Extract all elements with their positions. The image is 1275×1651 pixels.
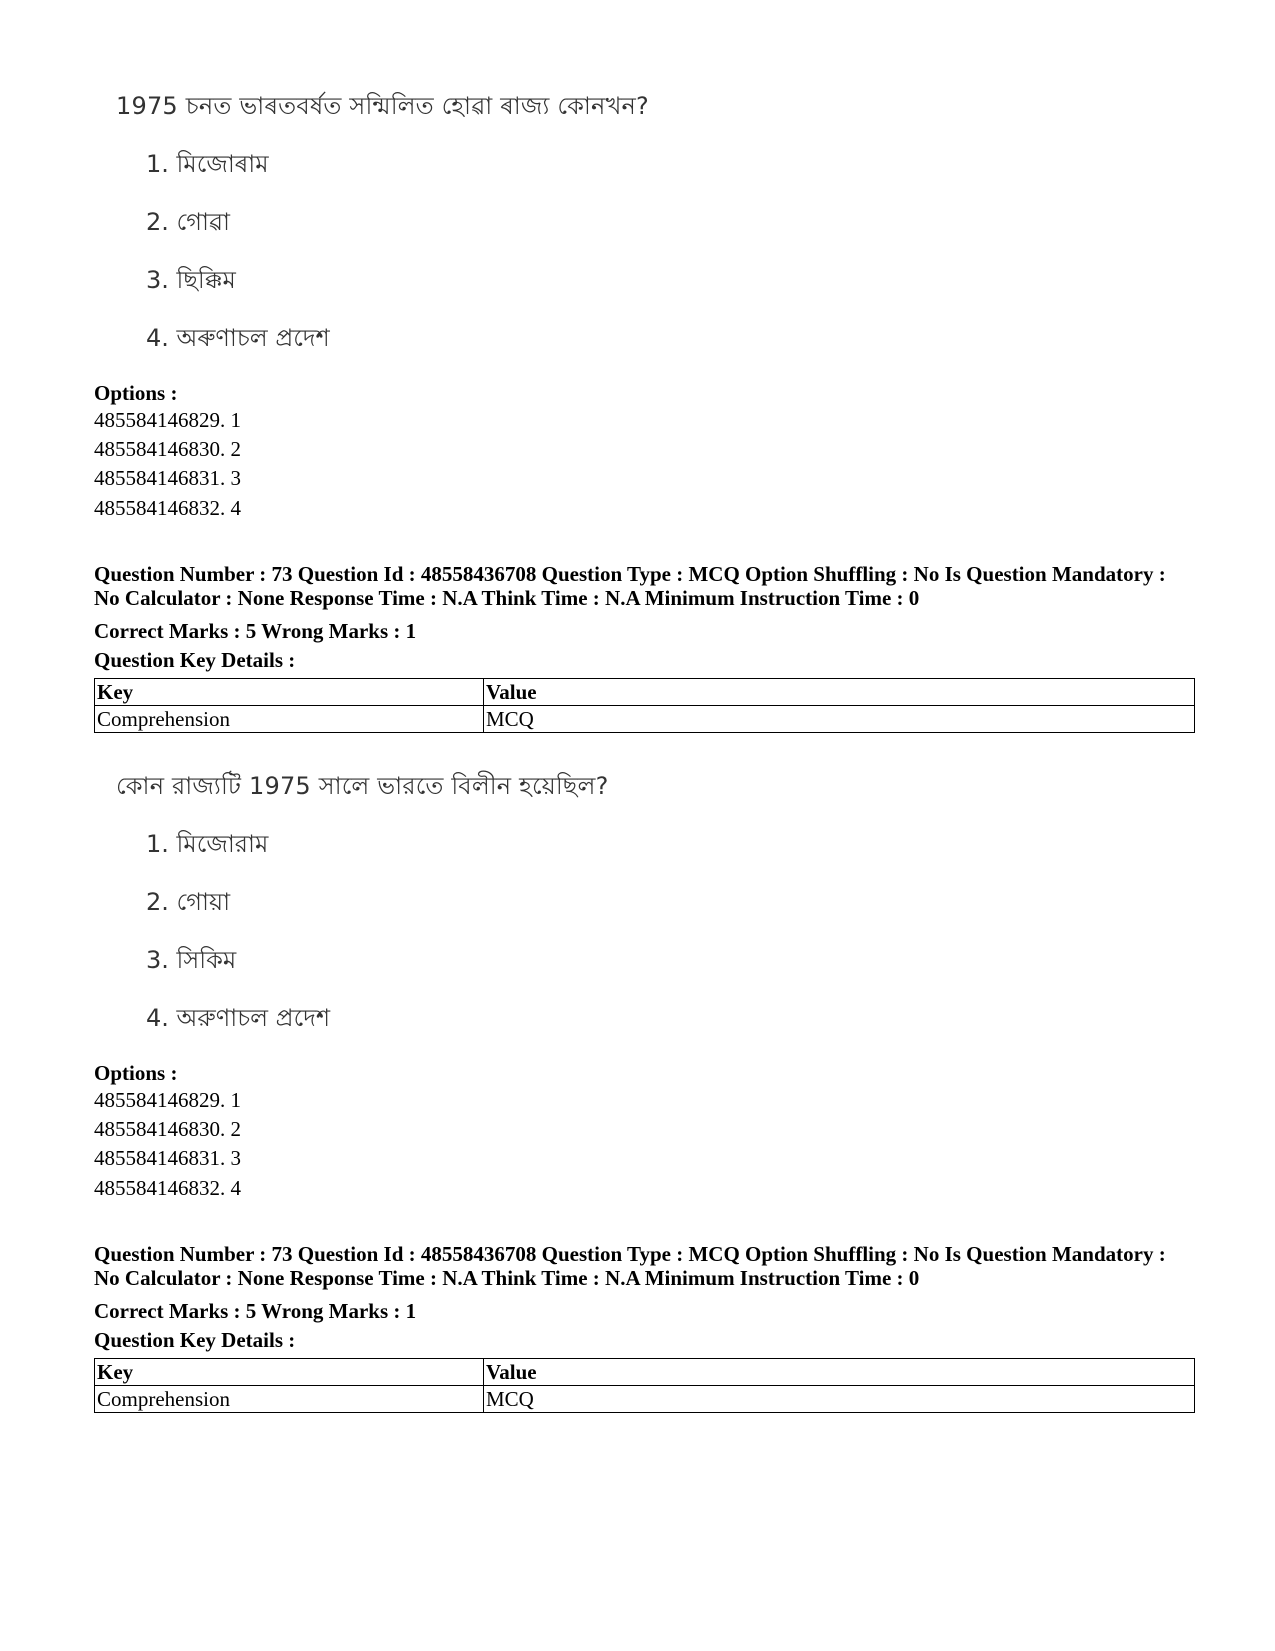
question-meta [94, 562, 1214, 610]
table-cell-key: Comprehension [95, 706, 484, 733]
choice-3: 3. সিকিম [146, 946, 237, 974]
table-header-value: Value [484, 1359, 1195, 1386]
question-meta [94, 1242, 1214, 1290]
choice-1: 1. মিজোৰাম [146, 150, 269, 178]
option-id-3: 485584146831. 3 [94, 466, 241, 490]
table-row [95, 706, 1195, 733]
question-meta-line-1: Question Number : 73 Question Id : 48558436708 Question Type : MCQ Option Shuffling : No Is Question Mandatory : [94, 562, 1166, 586]
marks-line: Correct Marks : 5 Wrong Marks : 1 [94, 619, 417, 643]
question-meta-line-2: No Calculator : None Response Time : N.A Think Time : N.A Minimum Instruction Time : 0 [94, 586, 920, 610]
question-meta-line-2: No Calculator : None Response Time : N.A Think Time : N.A Minimum Instruction Time : 0 [94, 1266, 920, 1290]
choice-4: 4. অৰুণাচল প্ৰদেশ [146, 324, 330, 352]
table-cell-key: Comprehension [95, 1386, 484, 1413]
choice-4: 4. অরুণাচল প্রদেশ [146, 1004, 331, 1032]
question-meta-line-1: Question Number : 73 Question Id : 48558436708 Question Type : MCQ Option Shuffling : No Is Question Mandatory : [94, 1242, 1166, 1266]
options-label: Options : [94, 1061, 178, 1085]
table-row [95, 1386, 1195, 1413]
option-id-1: 485584146829. 1 [94, 1088, 241, 1112]
option-id-2: 485584146830. 2 [94, 1117, 241, 1141]
key-details-label: Question Key Details : [94, 1328, 296, 1352]
options-label: Options : [94, 381, 178, 405]
question-text: 1975 চনত ভাৰতবৰ্ষত সন্মিলিত হোৱা ৰাজ্য কোনখন? [116, 92, 649, 120]
key-details-table [94, 678, 1195, 733]
key-details-label: Question Key Details : [94, 648, 296, 672]
option-id-1: 485584146829. 1 [94, 408, 241, 432]
option-id-3: 485584146831. 3 [94, 1146, 241, 1170]
marks-line: Correct Marks : 5 Wrong Marks : 1 [94, 1299, 417, 1323]
option-id-2: 485584146830. 2 [94, 437, 241, 461]
choice-1: 1. মিজোরাম [146, 830, 269, 858]
table-header-key: Key [95, 679, 484, 706]
question-text: কোন রাজ্যটি 1975 সালে ভারতে বিলীন হয়েছিল? [116, 772, 609, 800]
choice-3: 3. ছিক্কিম [146, 266, 236, 294]
option-id-4: 485584146832. 4 [94, 496, 241, 520]
table-cell-value: MCQ [484, 1386, 1195, 1413]
choice-2: 2. গোৱা [146, 208, 230, 236]
key-details-table [94, 1358, 1195, 1413]
table-header-key: Key [95, 1359, 484, 1386]
option-id-4: 485584146832. 4 [94, 1176, 241, 1200]
table-header-row [95, 679, 1195, 706]
choice-2: 2. গোয়া [146, 888, 231, 916]
table-cell-value: MCQ [484, 706, 1195, 733]
table-header-value: Value [484, 679, 1195, 706]
table-header-row [95, 1359, 1195, 1386]
